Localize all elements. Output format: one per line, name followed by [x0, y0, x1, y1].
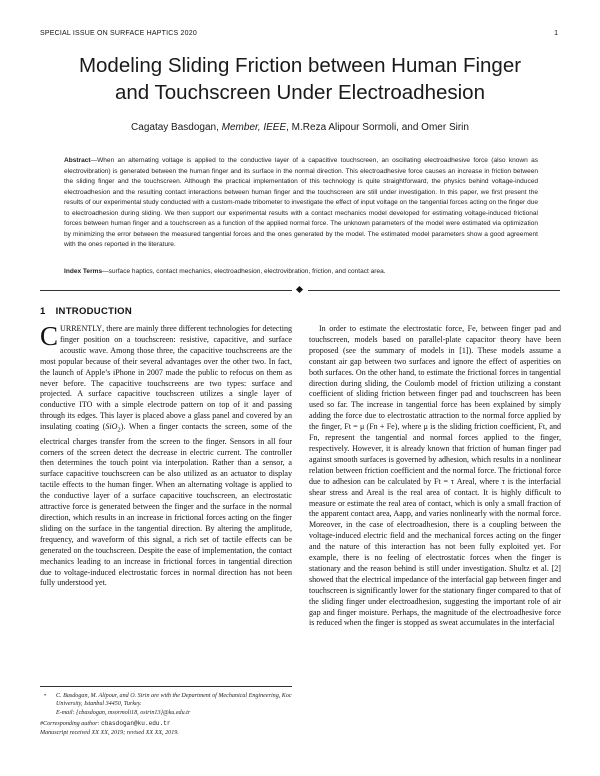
manuscript-received: Manuscript received XX XX, 2019; revised XX XX, 2019.: [40, 729, 179, 736]
index-terms-label: Index Terms: [64, 268, 103, 275]
body-paragraph-2: In order to estimate the electrostatic force, Fe, between finger pad and touchscreen, models based on parallel-plate capacitor theory have been proposed (see the summary of models in [1]). These models assume a constant air gap between two surfaces and ignore the effect of asperities on both surfaces. On the other hand, to estimate the frictional forces in tangential direction during sliding, the Coulomb model of friction utilizing a constant coefficient of sliding friction between finger pad and touchscreen has been used so far. The increase in tangential force has been explained by simply adding the force due to electrostatic attraction to the normal force applied by the finger, Ft = μ (Fn + Fe), where μ is the sliding friction coefficient, Ft, and Fn, represent the tangential and normal forces applied to the finger, respectively. However, it is already known that friction of human finger pad against smooth surfaces is governed by adhesion, which results in a nonlinear relation between friction coefficient and the normal force. The frictional force due to adhesion can be calculated by Ft = τ Areal, where τ is the interfacial shear stress and Areal is the real area of contact. It is highly difficult to measure or estimate the real area of contact, which is only a small fraction of the apparent contact area, Aapp, and varies nonlinearly with the normal force. Moreover, in the case of electroadhesion, there is a coupling between the voltage-induced electric field and the mechanical forces acting on the finger and the nature of this interaction has not been fully exploited yet. For example, there is no feeling of electrostatic forces when the finger is stationary and the reason behind is still under investigation. Shultz et al. [2] showed that the electrical impedance of the interfacial gap between finger and touchscreen is significantly lower for the stationary finger compared to that of the sliding finger under electroadhesion, suggesting the important role of air gap and finger moisture. Perhaps, the magnitude of the electroadhesive force is reduced when the finger is stopped as sweat accumulates in the interfacial: [309, 324, 561, 628]
diamond-icon: [296, 286, 303, 293]
title-line-1: Modeling Sliding Friction between Human Finger: [78, 54, 522, 77]
affiliation-note: [40, 692, 292, 717]
intro-text-2: ). When a finger contacts the screen, some of the electrical charges transfer from the screen to the finger. Sensors in all four corners of the screen detect the decrease in electric current. The controller then determines the touch point via interpolation. Rather than a sensor, a surface capacitive touchscreen can be also utilized as an actuator to display tactile effects to the human finger. When an alternating voltage is applied to the conductive layer of a surface capacitive touchscreen, an electrostatic attractive force is generated between the finger and the surface in the normal direction, which results in an increase in frictional forces acting on the finger sliding on the surface in the tangential direction. By altering the amplitude, frequency, and waveform of this signal, a rich set of tactile effects can be generated on the touchscreen. Despite the ease of implementation, the contact mechanics leading to an increase in frictional forces in tangential direction due to voltage-induced electrostatic forces in normal direction has not been fully understood yet.: [40, 422, 292, 588]
lead-smallcaps: URRENTLY: [60, 324, 103, 333]
separator-line-right: [308, 290, 560, 291]
inline-math-subscript: 2: [117, 426, 121, 434]
section-title: INTRODUCTION: [55, 306, 133, 317]
corresponding-email[interactable]: cbasdogan@ku.edu.tr: [101, 720, 171, 728]
abstract-text: —When an alternating voltage is applied to the conductive layer of a capacitive touchscreen, an oscillating electroadhesive force (also known as electrovibration) is generated between the human finger and its surface in the normal direction. This electroadhesive force causes an increase in friction between the sliding finger and the touchscreen. Although the practical implementation of this technology is quite straightforward, the physics behind voltage-induced electroadhesion and the resulting contact interactions between human finger and the touchscreen are still under investigation. In this paper, we first present the results of our experimental study conducted with a custom-made tribometer to investigate the effect of input voltage on the tangential forces acting on the finger due to electroadhesion during sliding. We then support our experimental results with a contact mechanics model developed for estimating voltage-induced frictional forces between human finger and a touchscreen as a function of the applied normal force. The unknown parameters of the model were estimated via optimization by minimizing the error between the measured tangential forces and the ones generated by the model. The estimated model parameters show a good agreement with the ones reported in the literature.: [64, 157, 538, 248]
intro-text-1: , there are mainly three different technologies for detecting finger position on a touchscreen: resistive, capacitive, and surface acoustic wave. Among those three, the capacitive touchscreens are the most popular because of their several advantages over the other two. In fact, the launch of Apple’s iPhone in 2007 made the public to refocus on them as never before. The capacitive touchscreens are two types: surface and projected. A surface capacitive touchscreen utilizes a single layer of conductive ITO with a simple electrode pattern on top of it and passing through its edges. This layer is placed above a glass panel and covered by an insulating coating (: [40, 324, 292, 432]
author-1: Cagatay Basdogan,: [131, 122, 219, 133]
left-column: [40, 321, 292, 589]
index-terms-text: —surface haptics, contact mechanics, electroadhesion, electrovibration, friction, and contact area.: [102, 268, 386, 275]
abstract: [64, 156, 538, 251]
affiliation-text: C. Basdogan, M. Alipour, and O. Sirin are with the Department of Mechanical Engineering, Koc University, Istanbul 34450, Turkey.: [56, 693, 292, 708]
inline-math-sio2: SiO: [105, 422, 118, 432]
right-column: [309, 324, 561, 629]
paper-title: [30, 52, 570, 106]
other-authors: , M.Reza Alipour Sormoli, and Omer Sirin: [286, 122, 469, 133]
section-heading: [40, 306, 132, 317]
page-number: 1: [554, 30, 558, 37]
drop-cap: C: [40, 321, 59, 351]
footnote-rule: [40, 686, 292, 687]
section-number: 1: [40, 306, 46, 317]
affiliation-email: E-mail: {cbasdogan, msormoli18, osirin13}@ku.edu.tr: [56, 709, 191, 716]
section-separator: [40, 286, 560, 296]
bullet-icon: •: [44, 693, 47, 699]
corresponding-author: [40, 720, 292, 728]
author-list: [30, 122, 570, 133]
index-terms: [64, 267, 538, 277]
intro-paragraph: [40, 321, 292, 589]
running-head: SPECIAL ISSUE ON SURFACE HAPTICS 2020: [40, 30, 197, 37]
author-1-role: Member, IEEE: [221, 122, 287, 133]
title-line-2: and Touchscreen Under Electroadhesion: [114, 81, 485, 104]
abstract-label: Abstract: [64, 157, 91, 164]
footnotes: [40, 692, 292, 737]
corresponding-label: #Corresponding author:: [40, 721, 102, 728]
separator-line-left: [40, 290, 292, 291]
